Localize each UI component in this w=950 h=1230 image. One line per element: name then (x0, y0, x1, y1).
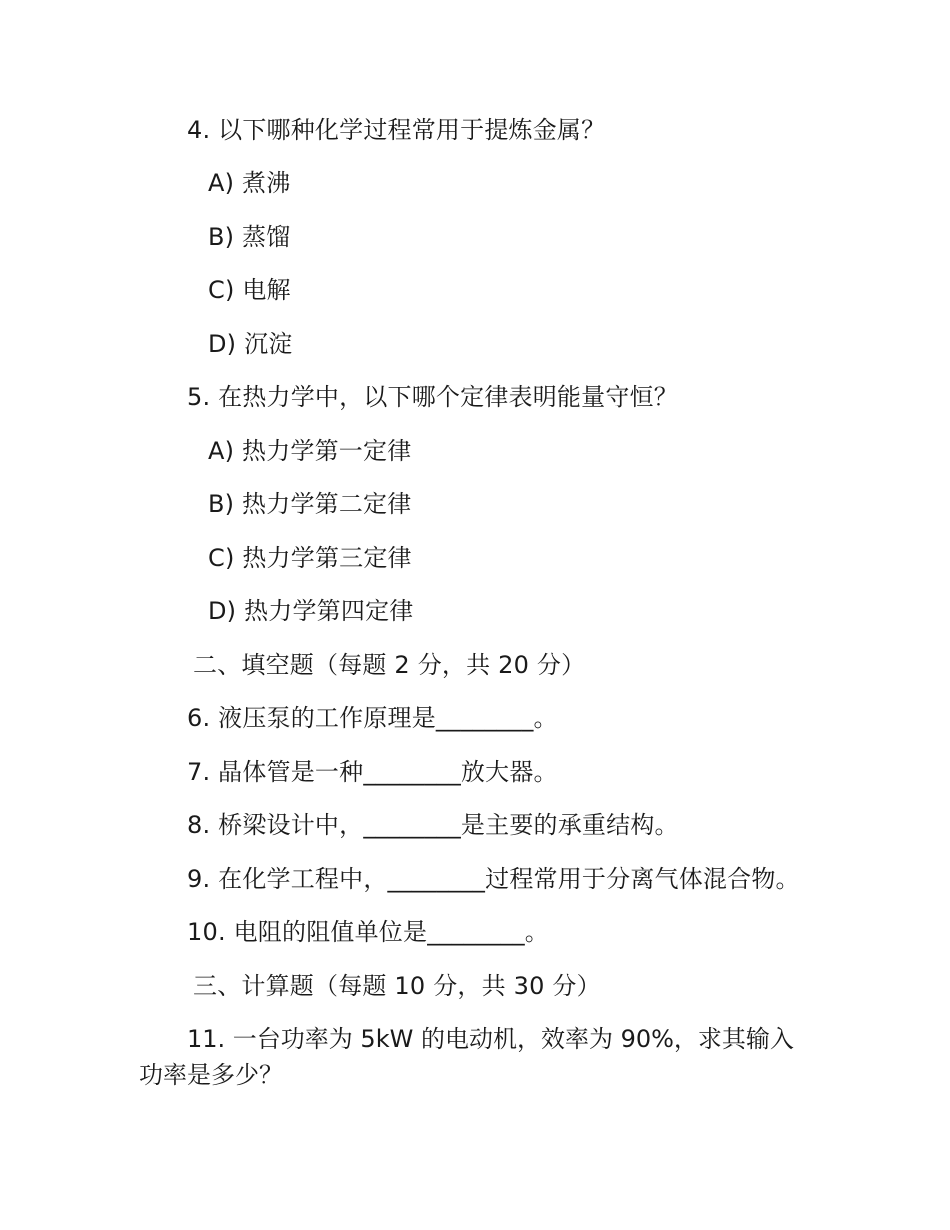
question-11-line-2: 功率是多少？ (139, 1061, 283, 1089)
q5-option-d: D) 热力学第四定律 (208, 597, 414, 625)
question-11-line-1: 11. 一台功率为 5kW 的电动机，效率为 90%，求其输入 (187, 1025, 794, 1053)
section-calculation-heading: 三、计算题（每题 10 分，共 30 分） (193, 972, 601, 1000)
question-8: 8. 桥梁设计中，________是主要的承重结构。 (187, 811, 679, 839)
q5-option-c: C) 热力学第三定律 (208, 544, 412, 572)
question-11 (139, 1022, 819, 1092)
q5-option-b: B) 热力学第二定律 (208, 490, 412, 518)
q5-option-a: A) 热力学第一定律 (208, 437, 412, 465)
question-6: 6. 液压泵的工作原理是________。 (187, 704, 558, 732)
q4-option-c: C) 电解 (208, 276, 291, 304)
section-fill-in-heading: 二、填空题（每题 2 分，共 20 分） (193, 651, 586, 679)
question-4: 4. 以下哪种化学过程常用于提炼金属？ (187, 116, 606, 144)
q4-option-a: A) 煮沸 (208, 169, 291, 197)
question-7: 7. 晶体管是一种________放大器。 (187, 758, 558, 786)
q4-option-b: B) 蒸馏 (208, 223, 291, 251)
question-9: 9. 在化学工程中，________过程常用于分离气体混合物。 (187, 865, 800, 893)
q4-option-d: D) 沉淀 (208, 330, 293, 358)
question-5: 5. 在热力学中，以下哪个定律表明能量守恒？ (187, 383, 678, 411)
question-10: 10. 电阻的阻值单位是________。 (187, 918, 549, 946)
